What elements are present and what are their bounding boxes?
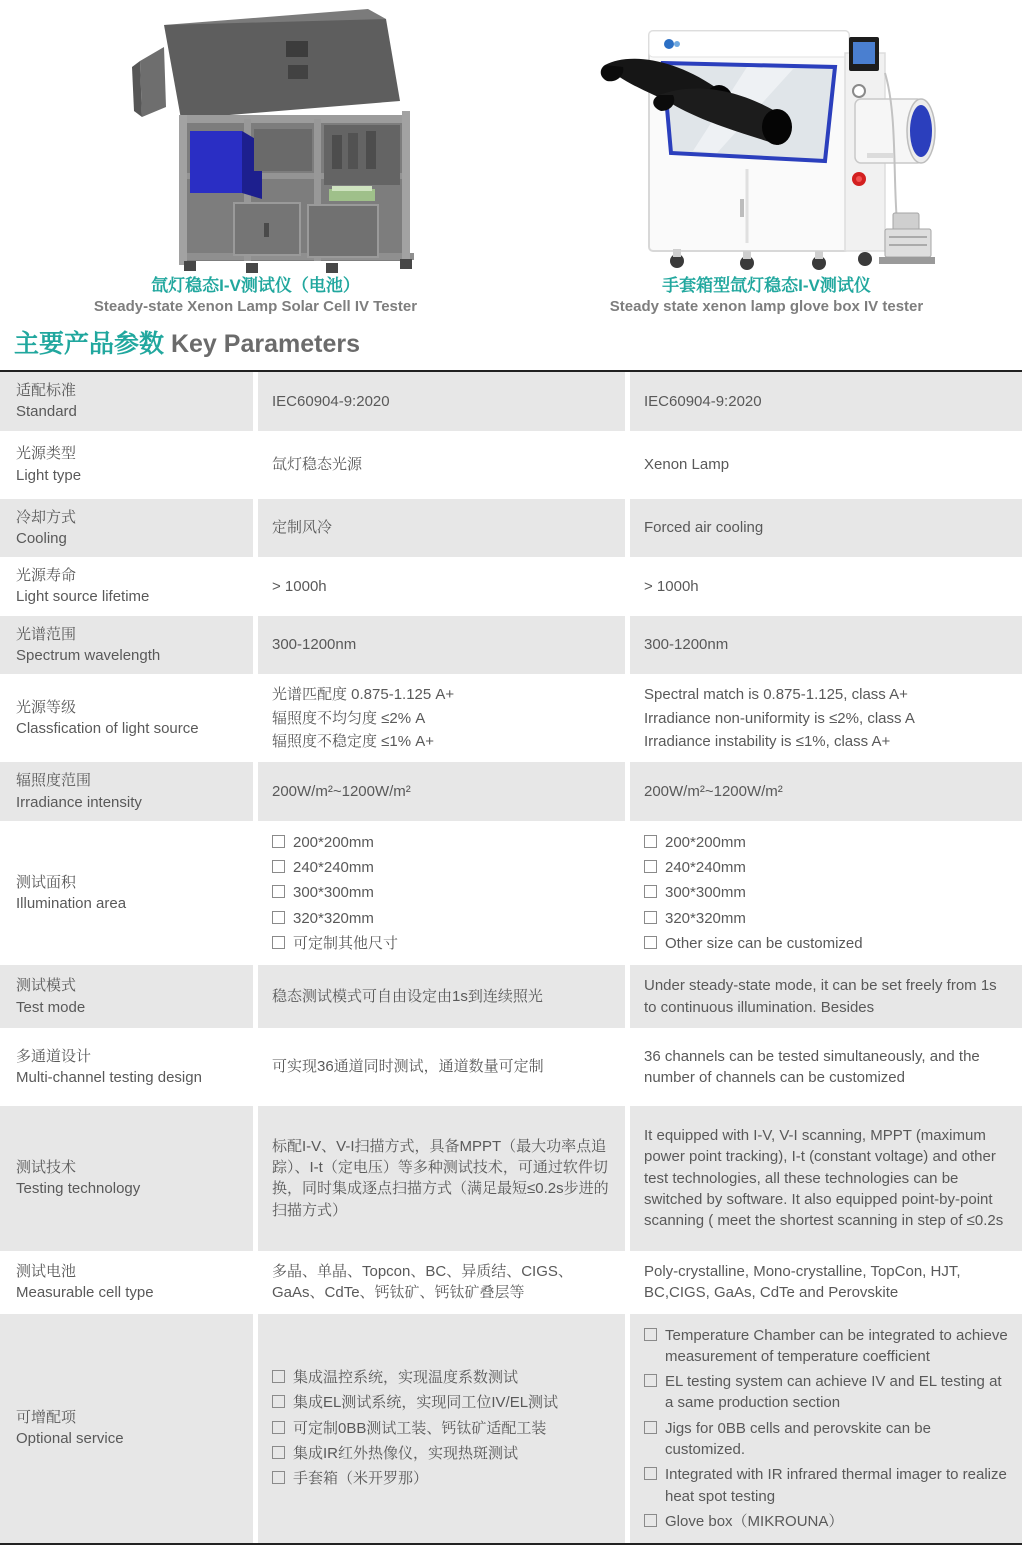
checklist-item bbox=[272, 933, 613, 954]
spec-label-cn: 辐照度范围 bbox=[16, 772, 92, 790]
checkbox-icon bbox=[644, 936, 657, 949]
spec-value-text: It equipped with I-V, V-I scanning, MPPT (maximum power point tracking), I-t (constant voltage) and other test technologies, all these technologies can be switched by software. It also equipped point-by-point scanning ( meet the shortest scanning in step of ≤0.2s bbox=[644, 1127, 1004, 1230]
spec-value-cell-product1 bbox=[258, 762, 630, 821]
spec-label-cn: 光谱范围 bbox=[16, 625, 77, 643]
spec-row bbox=[0, 499, 1022, 558]
spec-label bbox=[0, 1251, 258, 1314]
spec-value-cell-product1 bbox=[258, 1028, 630, 1106]
checklist-item bbox=[644, 857, 1008, 878]
spec-label-en: Measurable cell type bbox=[16, 1284, 154, 1302]
spec-label-cn: 测试模式 bbox=[16, 977, 77, 995]
glove-box-illustration bbox=[597, 3, 937, 275]
spec-value-cell-product2 bbox=[630, 1028, 1022, 1106]
checkbox-icon bbox=[272, 1395, 285, 1408]
spec-table bbox=[0, 370, 1022, 1545]
checklist-item-label: 集成IR红外热像仪，实现热斑测试 bbox=[293, 1445, 519, 1463]
checklist-item-label: 200*200mm bbox=[665, 833, 746, 851]
spec-label bbox=[0, 431, 258, 499]
spec-label-cn: 多通道设计 bbox=[16, 1047, 92, 1065]
spec-label bbox=[0, 821, 258, 965]
spec-label bbox=[0, 762, 258, 821]
spec-label-en: Irradiance intensity bbox=[16, 793, 142, 811]
spec-value-text: 氙灯稳态光源 bbox=[272, 455, 363, 473]
checkbox-icon bbox=[644, 1514, 657, 1527]
spec-value-cell-product1 bbox=[258, 499, 630, 558]
left-product-name-en: Steady-state Xenon Lamp Solar Cell IV Tester bbox=[93, 298, 418, 316]
spec-label bbox=[0, 616, 258, 675]
checklist-item-label: 320*320mm bbox=[665, 909, 746, 927]
checklist-item-label: 240*240mm bbox=[293, 859, 374, 877]
checklist-item-label: 320*320mm bbox=[293, 909, 374, 927]
checklist-item bbox=[644, 1325, 1008, 1368]
spec-label bbox=[0, 965, 258, 1028]
spec-value-line: 光谱匹配度 0.875-1.125 A+ bbox=[272, 686, 455, 704]
xenon-tester-illustration bbox=[86, 3, 426, 275]
spec-value-cell-product2 bbox=[630, 821, 1022, 965]
spec-value-cell-product1 bbox=[258, 821, 630, 965]
spec-label bbox=[0, 1028, 258, 1106]
spec-label bbox=[0, 674, 258, 762]
spec-value-cell-product1 bbox=[258, 616, 630, 675]
checklist-item-label: 300*300mm bbox=[293, 884, 374, 902]
spec-label-en: Light source lifetime bbox=[16, 588, 150, 606]
right-product-name-cn: 手套箱型氙灯稳态I-V测试仪 bbox=[662, 276, 871, 295]
spec-value-text: 300-1200nm bbox=[644, 636, 729, 654]
spec-value-text: 300-1200nm bbox=[272, 636, 357, 654]
checkbox-icon bbox=[644, 885, 657, 898]
spec-label-en: Illumination area bbox=[16, 895, 127, 913]
checklist-item bbox=[272, 1443, 613, 1464]
spec-value-line: 辐照度不均匀度 ≤2% A bbox=[272, 709, 426, 727]
checklist-item bbox=[644, 882, 1008, 903]
spec-value-text: > 1000h bbox=[644, 577, 699, 595]
checklist-item bbox=[644, 832, 1008, 853]
spec-label-en: Multi-channel testing design bbox=[16, 1068, 202, 1086]
spec-value-cell-product1 bbox=[258, 1314, 630, 1544]
section-title-cn: 主要产品参数 bbox=[14, 330, 165, 358]
spec-value-text: 200W/m²~1200W/m² bbox=[272, 782, 411, 800]
checklist-item bbox=[272, 857, 613, 878]
checklist-item-label: 240*240mm bbox=[665, 859, 746, 877]
spec-label bbox=[0, 372, 258, 431]
spec-value-cell-product1 bbox=[258, 557, 630, 616]
spec-row bbox=[0, 1106, 1022, 1251]
checklist-item-label: 200*200mm bbox=[293, 833, 374, 851]
spec-label-cn: 冷却方式 bbox=[16, 508, 77, 526]
spec-value-cell-product2 bbox=[630, 557, 1022, 616]
spec-label-cn: 适配标准 bbox=[16, 382, 77, 399]
checkbox-icon bbox=[644, 911, 657, 924]
checkbox-icon bbox=[272, 1421, 285, 1434]
checkbox-icon bbox=[272, 1370, 285, 1383]
spec-label-cn: 测试面积 bbox=[16, 873, 77, 891]
checkbox-icon bbox=[644, 835, 657, 848]
checkbox-icon bbox=[272, 885, 285, 898]
checklist-item-label: Integrated with IR infrared thermal imager to realize heat spot testing bbox=[665, 1466, 1007, 1505]
spec-value-line: 辐照度不稳定度 ≤1% A+ bbox=[272, 732, 435, 750]
checkbox-icon bbox=[644, 1467, 657, 1480]
spec-value-text: 多晶、单晶、Topcon、BC、异质结、CIGS、GaAs、CdTe、钙钛矿、钙钛矿叠层等 bbox=[272, 1262, 573, 1302]
spec-value-cell-product1 bbox=[258, 1106, 630, 1251]
checkbox-icon bbox=[644, 1328, 657, 1341]
checklist-item bbox=[644, 933, 1008, 954]
spec-value-cell-product2 bbox=[630, 431, 1022, 499]
spec-label-cn: 光源寿命 bbox=[16, 567, 77, 585]
spec-value-text: 可实现36通道同时测试，通道数量可定制 bbox=[272, 1058, 544, 1076]
checklist-item bbox=[644, 1418, 1008, 1461]
spec-value-cell-product1 bbox=[258, 1251, 630, 1314]
spec-row bbox=[0, 674, 1022, 762]
spec-value-text: IEC60904-9:2020 bbox=[272, 392, 390, 410]
spec-value-cell-product2 bbox=[630, 499, 1022, 558]
left-product-caption bbox=[0, 275, 511, 317]
spec-value-cell-product2 bbox=[630, 762, 1022, 821]
checkbox-icon bbox=[644, 1421, 657, 1434]
right-product-image bbox=[511, 0, 1022, 275]
checklist-item bbox=[272, 1367, 613, 1388]
spec-label-cn: 光源等级 bbox=[16, 699, 77, 717]
checkbox-icon bbox=[272, 835, 285, 848]
spec-row bbox=[0, 821, 1022, 965]
checklist-item bbox=[644, 1371, 1008, 1414]
spec-value-cell-product1 bbox=[258, 372, 630, 431]
spec-label-en: Spectrum wavelength bbox=[16, 647, 161, 665]
checklist-item-label: 300*300mm bbox=[665, 884, 746, 902]
spec-value-line: Irradiance non-uniformity is ≤2%, class A bbox=[644, 709, 915, 727]
spec-value-cell-product2 bbox=[630, 1106, 1022, 1251]
spec-value-text: 200W/m²~1200W/m² bbox=[644, 782, 783, 800]
checkbox-icon bbox=[272, 1471, 285, 1484]
spec-label-en: Classfication of light source bbox=[16, 720, 199, 738]
checklist-item-label: 手套箱（米开罗那） bbox=[293, 1470, 429, 1488]
checklist-item bbox=[272, 882, 613, 903]
spec-value-text: 36 channels can be tested simultaneously, and the number of channels can be customized bbox=[644, 1047, 980, 1086]
spec-value-line: Spectral match is 0.875-1.125, class A+ bbox=[644, 686, 908, 704]
checklist-item bbox=[644, 1511, 1008, 1532]
spec-label bbox=[0, 557, 258, 616]
checklist-item-label: 可定制其他尺寸 bbox=[293, 935, 399, 953]
checkbox-icon bbox=[644, 860, 657, 873]
spec-value-text: IEC60904-9:2020 bbox=[644, 392, 762, 410]
spec-label-en: Standard bbox=[16, 403, 77, 421]
checklist-item bbox=[272, 1392, 613, 1413]
spec-row bbox=[0, 431, 1022, 499]
spec-label bbox=[0, 499, 258, 558]
spec-value-line: Irradiance instability is ≤1%, class A+ bbox=[644, 732, 891, 750]
spec-value-cell-product2 bbox=[630, 965, 1022, 1028]
checklist-item bbox=[272, 1418, 613, 1439]
checklist-item-label: EL testing system can achieve IV and EL testing at a same production section bbox=[665, 1373, 1002, 1412]
spec-label-cn: 光源类型 bbox=[16, 445, 77, 463]
spec-value-cell-product2 bbox=[630, 372, 1022, 431]
checkbox-icon bbox=[644, 1374, 657, 1387]
spec-label-en: Cooling bbox=[16, 529, 67, 547]
checklist-item-label: 可定制0BB测试工装、钙钛矿适配工装 bbox=[293, 1419, 547, 1437]
spec-label-cn: 测试电池 bbox=[16, 1262, 77, 1280]
checkbox-icon bbox=[272, 936, 285, 949]
checklist-item-label: Jigs for 0BB cells and perovskite can be customized. bbox=[665, 1419, 931, 1459]
spec-value-text: > 1000h bbox=[272, 577, 327, 595]
checklist-item-label: Temperature Chamber can be integrated to achieve measurement of temperature coefficient bbox=[665, 1326, 1008, 1365]
checklist-item bbox=[272, 908, 613, 929]
left-product-name-cn: 氙灯稳态I-V测试仪（电池） bbox=[151, 276, 360, 295]
checklist-item-label: Other size can be customized bbox=[665, 935, 863, 953]
spec-row bbox=[0, 965, 1022, 1028]
right-product-name-en: Steady state xenon lamp glove box IV tester bbox=[609, 298, 924, 316]
spec-value-text: Xenon Lamp bbox=[644, 455, 730, 473]
checklist-item bbox=[272, 832, 613, 853]
spec-value-cell-product1 bbox=[258, 674, 630, 762]
checkbox-icon bbox=[272, 1446, 285, 1459]
checklist-item bbox=[644, 908, 1008, 929]
product-captions bbox=[0, 275, 1022, 317]
right-product-caption bbox=[511, 275, 1022, 317]
spec-value-text: Poly-crystalline, Mono-crystalline, TopCon, HJT, BC,CIGS, GaAs, CdTe and Perovskite bbox=[644, 1262, 961, 1302]
spec-value-cell-product2 bbox=[630, 1251, 1022, 1314]
spec-row bbox=[0, 557, 1022, 616]
section-title bbox=[0, 317, 1022, 370]
product-images-row bbox=[0, 0, 1022, 275]
checklist-item bbox=[644, 1464, 1008, 1507]
checklist-item-label: 集成温控系统，实现温度系数测试 bbox=[293, 1369, 519, 1387]
spec-row bbox=[0, 372, 1022, 431]
spec-value-cell-product1 bbox=[258, 431, 630, 499]
spec-value-text: 标配I-V、V-I扫描方式，具备MPPT（最大功率点追踪）、I-t（定电压）等多种测试技术，可通过软件切换，同时集成逐点扫描方式（满足最短≤0.2s步进的扫描方式） bbox=[272, 1137, 609, 1219]
spec-row bbox=[0, 762, 1022, 821]
left-product-image bbox=[0, 0, 511, 275]
spec-label bbox=[0, 1106, 258, 1251]
checkbox-icon bbox=[272, 860, 285, 873]
checklist-item-label: Glove box（MIKROUNA） bbox=[665, 1512, 844, 1530]
spec-label-en: Optional service bbox=[16, 1430, 124, 1448]
spec-row bbox=[0, 616, 1022, 675]
spec-row bbox=[0, 1251, 1022, 1314]
checkbox-icon bbox=[272, 911, 285, 924]
spec-value-text: 稳态测试模式可自由设定由1s到连续照光 bbox=[272, 987, 543, 1005]
spec-value-cell-product1 bbox=[258, 965, 630, 1028]
spec-value-text: Forced air cooling bbox=[644, 519, 764, 537]
spec-label-en: Light type bbox=[16, 466, 82, 484]
section-title-en: Key Parameters bbox=[164, 330, 360, 358]
spec-value-cell-product2 bbox=[630, 674, 1022, 762]
checklist-item bbox=[272, 1468, 613, 1489]
spec-label-cn: 测试技术 bbox=[16, 1159, 77, 1177]
spec-row bbox=[0, 1028, 1022, 1106]
spec-row bbox=[0, 1314, 1022, 1544]
checklist-item-label: 集成EL测试系统，实现同工位IV/EL测试 bbox=[293, 1394, 559, 1412]
spec-value-cell-product2 bbox=[630, 1314, 1022, 1544]
spec-value-cell-product2 bbox=[630, 616, 1022, 675]
spec-label-en: Testing technology bbox=[16, 1180, 141, 1198]
spec-value-text: Under steady-state mode, it can be set freely from 1s to continuous illumination. Besides bbox=[644, 977, 997, 1016]
spec-label-cn: 可增配项 bbox=[16, 1409, 77, 1427]
spec-value-text: 定制风冷 bbox=[272, 519, 333, 537]
spec-label-en: Test mode bbox=[16, 998, 86, 1016]
spec-label bbox=[0, 1314, 258, 1544]
